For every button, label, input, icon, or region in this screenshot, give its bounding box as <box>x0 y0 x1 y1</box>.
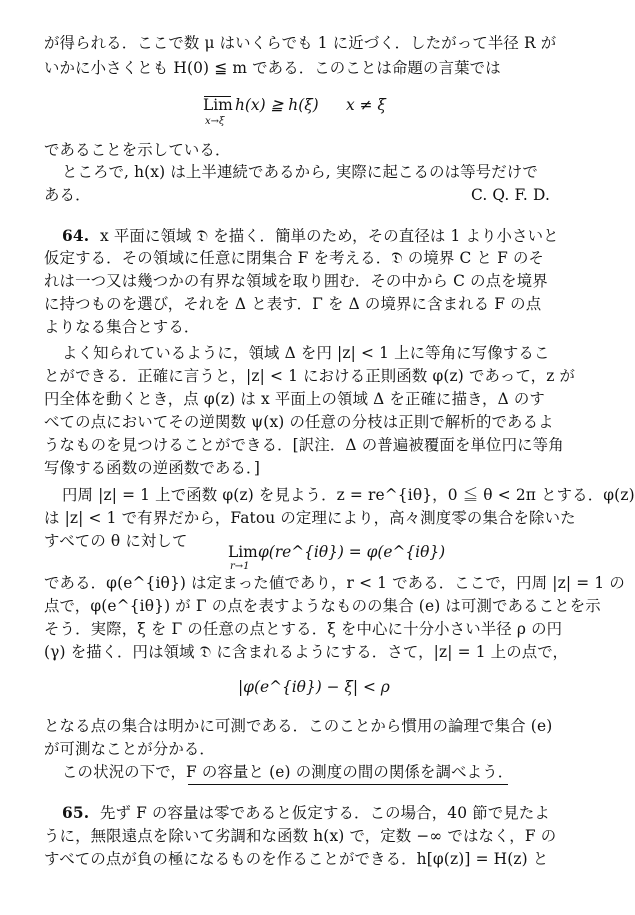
text-line: である．φ(e^{iθ}) は定まった値であり，r < 1 である．ここで，円周 |z| = 1 の <box>44 574 625 592</box>
text-line: 円全体を動くとき，点 φ(z) は x 平面上の領域 Δ を正確に描き，Δ のす <box>44 390 545 408</box>
text-line: x 平面に領域 𝔇 を描く．簡単のため，その直径は 1 より小さいと <box>100 227 559 245</box>
text-line: いかに小さくとも H(0) ≦ m である．このことは命題の言葉では <box>44 59 501 77</box>
text-line: ところで, h(x) は上半連続であるから, 実際に起こるのは等号だけで <box>62 163 538 181</box>
equation-condition: x ≠ ξ <box>346 96 386 114</box>
text-line: この状況の下で，F の容量と (e) の測度の間の関係を調べよう． <box>62 763 514 781</box>
text-line: に持つものを選び，それを Δ と表す．Γ を Δ の境界に含まれる F の点 <box>44 295 542 313</box>
underline-mark <box>188 784 508 785</box>
text-line: 写像する函数の逆函数である．] <box>44 459 261 477</box>
section-number <box>62 226 102 247</box>
section-64-label: 64. <box>62 227 90 245</box>
text-line: となる点の集合は明かに可測である．このことから慣用の論理で集合 (e) <box>44 717 553 735</box>
lim-subscript: r→1 <box>230 561 250 572</box>
lim-operator: Lim <box>203 96 233 114</box>
text-line: うに，無限遠点を除いて劣調和な函数 h(x) で，定数 −∞ ではなく，F の <box>44 827 557 845</box>
equation-inequality <box>0 678 585 702</box>
text-line: そう．実際，ξ を Γ の任意の点とする．ξ を中心に十分小さい半径 ρ の円 <box>44 620 563 638</box>
text-line: であることを示している． <box>44 141 231 159</box>
text-line: 先ず F の容量は零であると仮定する．この場合，40 節で見たよ <box>100 804 550 822</box>
section-number <box>62 803 102 824</box>
text-line: が得られる．ここで数 μ はいくらでも 1 に近づく．したがって半径 R が <box>44 34 557 52</box>
equation-body: |φ(e^{iθ}) − ξ| < ρ <box>238 678 390 696</box>
qed-mark: C. Q. F. D. <box>470 186 550 204</box>
text-line: は |z| < 1 で有界だから，Fatou の定理により，高々測度零の集合を除いた <box>44 509 576 527</box>
lim-operator: Lim <box>228 543 258 561</box>
lim-subscript: x→ξ <box>205 116 225 127</box>
text-line: よりなる集合とする． <box>44 318 200 336</box>
text-line: が可測なことが分かる． <box>44 740 215 758</box>
equation-body: h(x) ≧ h(ξ) <box>235 96 319 114</box>
equation-body: φ(re^{iθ}) = φ(e^{iθ}) <box>258 543 446 561</box>
text-line: 点で，φ(e^{iθ}) が Γ の点を表すようなものの集合 (e) は可測であることを示 <box>44 597 601 615</box>
text-line: べての点においてその逆関数 ψ(x) の任意の分枝は正則で解析的であるよ <box>44 413 554 431</box>
text-line: うなものを見つけることができる．[訳注．Δ の普遍被覆面を単位円に等角 <box>44 436 564 454</box>
section-65-label: 65. <box>62 804 90 822</box>
text-line: よく知られているように，領域 Δ を円 |z| < 1 上に等角に写像するこ <box>62 344 550 362</box>
equation-limsup <box>0 92 585 132</box>
text-line: すべての点が負の極になるものを作ることができる．h[φ(z)] = H(z) と <box>44 850 549 868</box>
text-line: (γ) を描く．円は領域 𝔇 に含まれるようにする．さて，|z| = 1 上の点で， <box>44 643 569 661</box>
text-line: ある． <box>44 186 91 204</box>
equation-limit <box>0 540 585 576</box>
text-line: とができる．正確に言うと，|z| < 1 における正則函数 φ(z) であって，z が <box>44 367 576 385</box>
text-line: 円周 |z| = 1 上で函数 φ(z) を見よう．z = re^{iθ}，0 ≦ θ < 2π とする．φ(z) <box>62 486 635 504</box>
text-line: 仮定する．その領域に任意に閉集合 F を考える．𝔇 の境界 C と F のそ <box>44 249 545 267</box>
text-line: れは一つ又は幾つかの有界な領域を取り囲む．その中から C の点を境界 <box>44 272 548 290</box>
text-line: すべての θ に対して <box>44 532 188 550</box>
